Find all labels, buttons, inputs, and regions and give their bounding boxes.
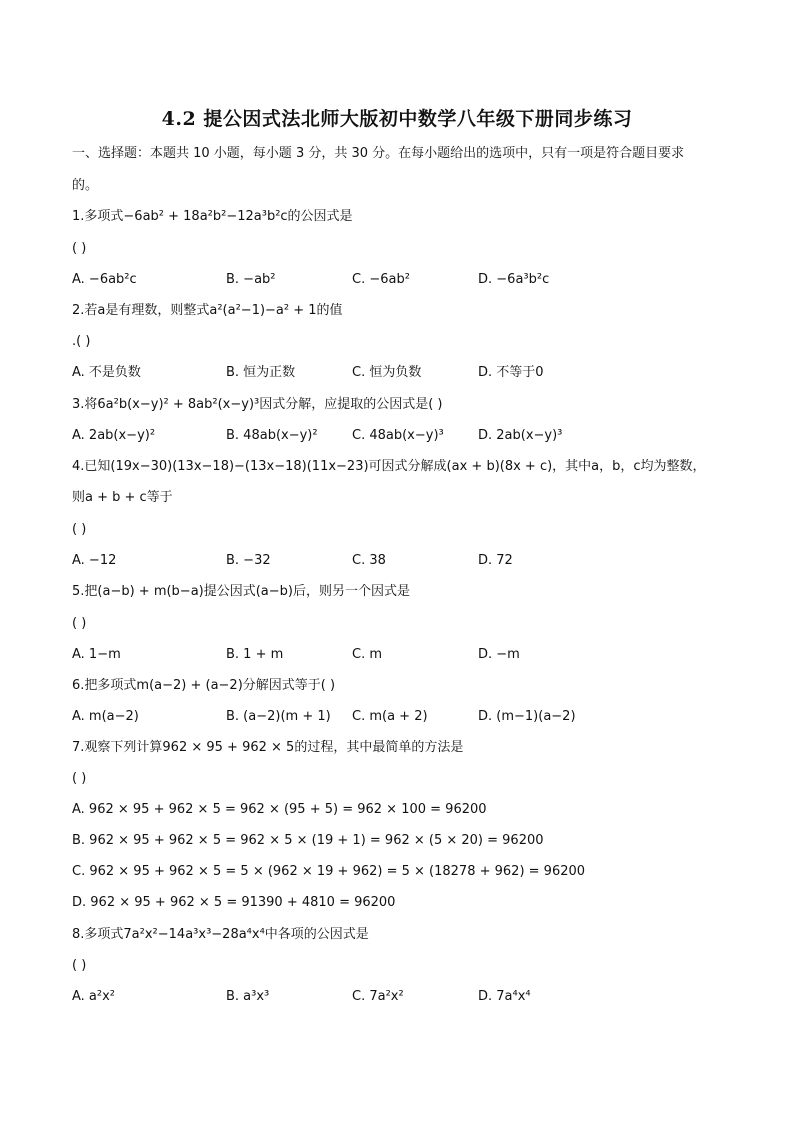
q8-option-b: B. a³x³ [226, 989, 270, 1004]
q7-option-c: C. 962 × 95 + 962 × 5 = 5 × (962 × 19 + 962) = 5 × (18278 + 962) = 96200 [72, 864, 586, 879]
q7-option-a: A. 962 × 95 + 962 × 5 = 962 × (95 + 5) = 962 × 100 = 96200 [72, 802, 487, 817]
question-5-paren: ( ) [72, 616, 87, 631]
q4-option-a: A. −12 [72, 553, 117, 568]
question-6-stem: 6.把多项式m(a−2) + (a−2)分解因式等于( ) [72, 678, 336, 693]
q8-option-c: C. 7a²x² [352, 989, 404, 1004]
q3-option-b: B. 48ab(x−y)² [226, 428, 318, 443]
question-2-stem: 2.若a是有理数，则整式a²(a²−1)−a² + 1的值 [72, 303, 343, 318]
q2-option-c: C. 恒为负数 [352, 365, 422, 380]
q1-option-a: A. −6ab²c [72, 272, 137, 287]
q2-option-d: D. 不等于0 [478, 365, 544, 380]
q7-option-b: B. 962 × 95 + 962 × 5 = 962 × 5 × (19 + 1) = 962 × (5 × 20) = 96200 [72, 833, 544, 848]
question-3-stem: 3.将6a²b(x−y)² + 8ab²(x−y)³因式分解，应提取的公因式是( ) [72, 397, 443, 412]
q2-option-a: A. 不是负数 [72, 365, 141, 380]
q3-option-c: C. 48ab(x−y)³ [352, 428, 444, 443]
question-1-paren: ( ) [72, 241, 87, 256]
q1-option-d: D. −6a³b²c [478, 272, 550, 287]
q4-option-c: C. 38 [352, 553, 386, 568]
q6-option-c: C. m(a + 2) [352, 709, 428, 724]
question-8-paren: ( ) [72, 958, 87, 973]
q6-option-d: D. (m−1)(a−2) [478, 709, 576, 724]
q4-option-b: B. −32 [226, 553, 271, 568]
q5-option-a: A. 1−m [72, 647, 121, 662]
question-5-stem: 5.把(a−b) + m(b−a)提公因式(a−b)后，则另一个因式是 [72, 584, 410, 599]
q5-option-d: D. −m [478, 647, 520, 662]
q8-option-d: D. 7a⁴x⁴ [478, 989, 531, 1004]
question-1-stem: 1.多项式−6ab² + 18a²b²−12a³b²c的公因式是 [72, 209, 353, 224]
q2-option-b: B. 恒为正数 [226, 365, 296, 380]
question-8-stem: 8.多项式7a²x²−14a³x³−28a⁴x⁴中各项的公因式是 [72, 927, 369, 942]
section-instruction-cont: 的。 [72, 178, 99, 193]
page-title: 4.2 提公因式法北师大版初中数学八年级下册同步练习 [161, 108, 633, 130]
q5-option-b: B. 1 + m [226, 647, 284, 662]
question-4-paren: ( ) [72, 522, 87, 537]
q6-option-a: A. m(a−2) [72, 709, 139, 724]
q8-option-a: A. a²x² [72, 989, 116, 1004]
question-4-stem: 4.已知(19x−30)(13x−18)−(13x−18)(11x−23)可因式分解成(ax + b)(8x + c)，其中a，b，c均为整数， [72, 459, 706, 474]
question-2-paren: .( ) [72, 334, 91, 349]
q5-option-c: C. m [352, 647, 383, 662]
q3-option-d: D. 2ab(x−y)³ [478, 428, 563, 443]
q4-option-d: D. 72 [478, 553, 513, 568]
q1-option-b: B. −ab² [226, 272, 276, 287]
q7-option-d: D. 962 × 95 + 962 × 5 = 91390 + 4810 = 96200 [72, 895, 396, 910]
q3-option-a: A. 2ab(x−y)² [72, 428, 156, 443]
q1-option-c: C. −6ab² [352, 272, 410, 287]
question-7-paren: ( ) [72, 771, 87, 786]
section-instruction: 一、选择题：本题共 10 小题，每小题 3 分，共 30 分。在每小题给出的选项中，只有一项是符合题目要求 [72, 146, 685, 161]
question-4-stem-cont: 则a + b + c等于 [72, 490, 173, 505]
q6-option-b: B. (a−2)(m + 1) [226, 709, 331, 724]
question-7-stem: 7.观察下列计算962 × 95 + 962 × 5的过程，其中最简单的方法是 [72, 740, 464, 755]
